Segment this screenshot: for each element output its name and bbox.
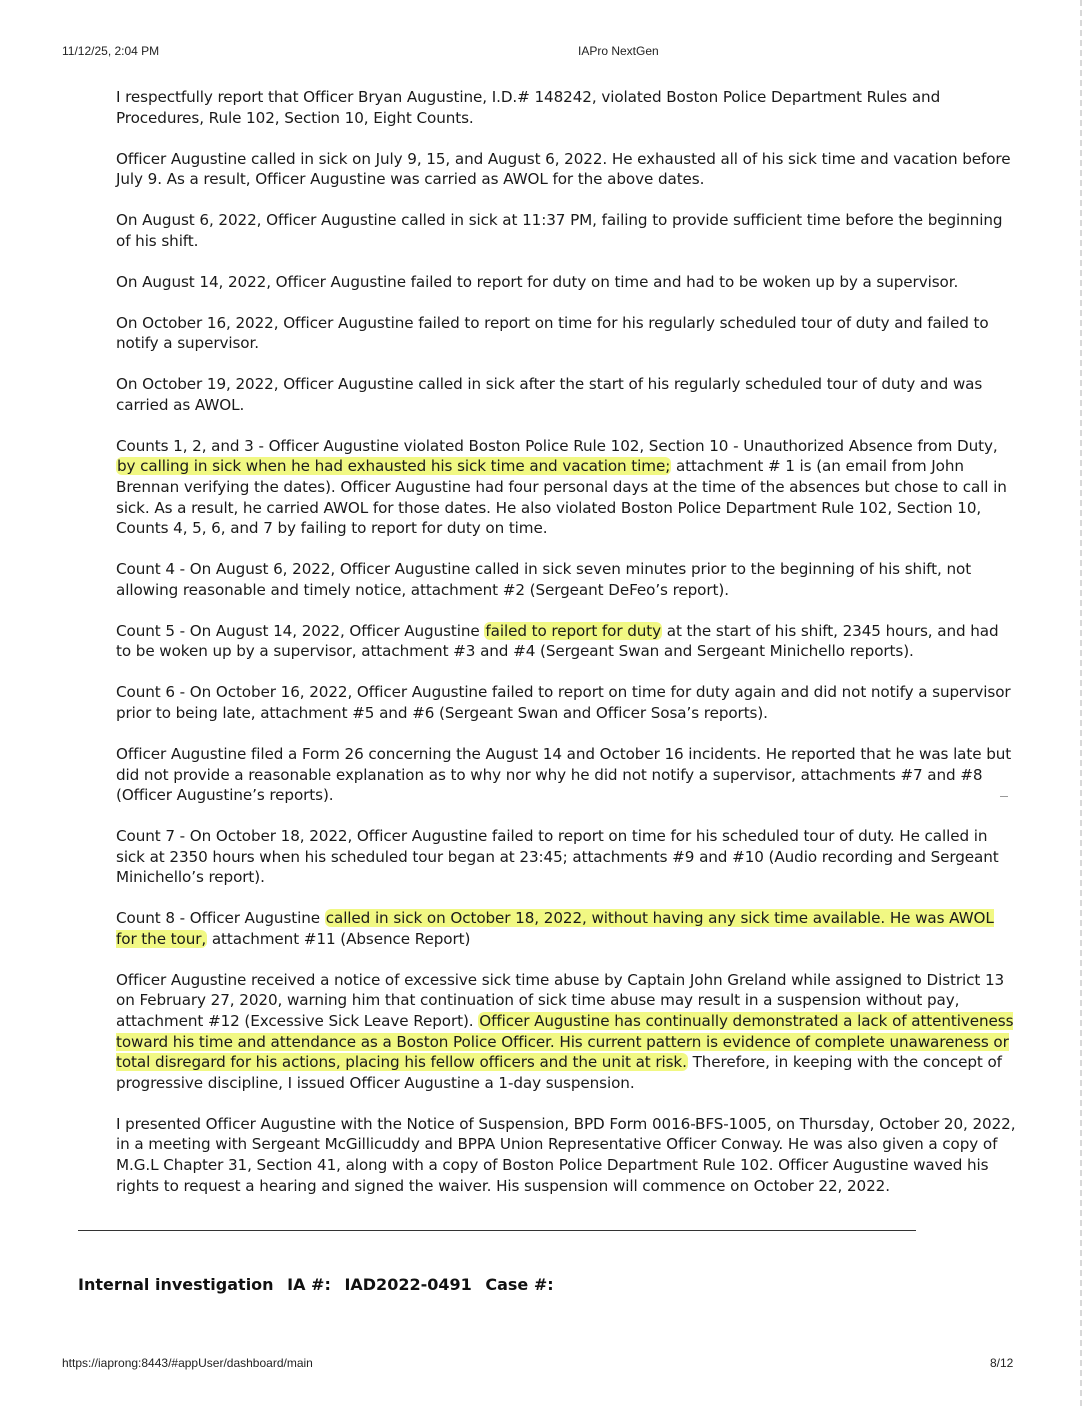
scan-edge-artifact (1080, 0, 1082, 1408)
report-paragraph: Officer Augustine called in sick on July 9, 15, and August 6, 2022. He exhausted all of his sick time and vacation before July 9. As a result, Officer Augustine was carried as AWOL for the above dates. (116, 149, 1011, 189)
section-divider (78, 1230, 916, 1231)
app-title: IAPro NextGen (578, 44, 659, 58)
count-4-paragraph: Count 4 - On August 6, 2022, Officer Augustine called in sick seven minutes prior to the beginning of his shift, not allowing reasonable and timely notice, attachment #2 (Sergeant DeFeo’s report). (116, 560, 972, 599)
print-datetime: 11/12/25, 2:04 PM (62, 44, 160, 58)
form-26-paragraph: Officer Augustine filed a Form 26 concerning the August 14 and October 16 incidents. He reported that he was late but did not provide a reasonable explanation as to why nor why he did not notify a supervisor, attachments #7 and #8 (Officer Augustine’s reports). (116, 744, 1012, 805)
highlighted-text: failed to report for duty (485, 621, 662, 640)
report-paragraph: On October 16, 2022, Officer Augustine failed to report on time for his regularly scheduled tour of duty and failed to notify a supervisor. (116, 313, 989, 353)
investigation-line (78, 1275, 562, 1294)
scan-mark-artifact (1000, 796, 1008, 797)
prior-notice-paragraph: Officer Augustine received a notice of excessive sick time abuse by Captain John Greland while assigned to District 13 on February 27, 2020, warning him that continuation of sick time abuse may result in a suspension without pay, attachment #12 (Excessive Sick Leave Report). Officer Augustine has continually demonstrated a lack of attentiveness toward his time and attendance as a Boston Police Officer. His current pattern is evidence of complete unawareness or total disregard for his actions, placing his fellow officers and the unit at risk. Therefore, in keeping with the concept of progressive discipline, I issued Officer Augustine a 1-day suspension. (116, 970, 1014, 1092)
report-paragraph: On August 6, 2022, Officer Augustine called in sick at 11:37 PM, failing to provide sufficient time before the beginning of his shift. (116, 211, 1003, 250)
count-6-paragraph: Count 6 - On October 16, 2022, Officer Augustine failed to report on time for duty again and did not notify a supervisor prior to being late, attachment #5 and #6 (Sergeant Swan and Officer Sosa’s reports). (116, 683, 1011, 722)
suspension-notice-paragraph: I presented Officer Augustine with the Notice of Suspension, BPD Form 0016-BFS-1005, on Thursday, October 20, 2022, in a meeting with Sergeant McGillicuddy and BPPA Union Representative Officer Conway. He was also given a copy of M.G.L Chapter 31, Section 41, along with a copy of Boston Police Department Rule 102. Officer Augustine waved his rights to request a hearing and signed the waiver. His suspension will commence on October 22, 2022. (116, 1114, 1016, 1195)
report-paragraph: On October 19, 2022, Officer Augustine called in sick after the start of his regularly scheduled tour of duty and was carried as AWOL. (116, 375, 983, 414)
ia-number: IAD2022-0491 (344, 1275, 472, 1294)
highlighted-text: Officer Augustine has continually demonstrated a lack of attentiveness toward his time and attendance as a Boston Police Officer. His current pattern is evidence of complete unawareness or total disregard for his actions, placing his fellow officers and the unit at risk. (116, 1012, 1014, 1072)
page-number: 8/12 (990, 1356, 1014, 1370)
count-8-paragraph: Count 8 - Officer Augustine called in sick on October 18, 2022, without having any sick time available. He was AWOL for the tour, attachment #11 (Absence Report) (116, 909, 994, 948)
case-number-label: Case #: (485, 1275, 554, 1294)
page-url: https://iaprong:8443/#appUser/dashboard/main (62, 1356, 313, 1370)
report-paragraph: I respectfully report that Officer Bryan Augustine, I.D.# 148242, violated Boston Police Department Rules and Procedures, Rule 102, Section 10, Eight Counts. (116, 88, 941, 127)
count-7-paragraph: Count 7 - On October 18, 2022, Officer Augustine failed to report on time for his scheduled tour of duty. He called in sick at 2350 hours when his scheduled tour began at 23:45; attachments #9 and #10 (Audio recording and Sergeant Minichello’s report). (116, 827, 999, 887)
report-body (116, 87, 1016, 1217)
investigation-label: Internal investigation (78, 1275, 274, 1294)
highlighted-text: called in sick on October 18, 2022, without having any sick time available. He was AWOL for the tour, (116, 909, 994, 948)
highlighted-text: by calling in sick when he had exhausted his sick time and vacation time; (117, 457, 671, 476)
ia-number-label: IA #: (287, 1275, 331, 1294)
counts-1-2-3-paragraph: Counts 1, 2, and 3 - Officer Augustine violated Boston Police Rule 102, Section 10 - Unauthorized Absence from Duty, by calling in sick when he had exhausted his sick time and vacation time; attachment # 1 is (an email from John Brennan verifying the dates). Officer Augustine had four personal days at the time of the absences but chose to call in sick. As a result, he carried AWOL for those dates. He also violated Boston Police Department Rule 102, Section 10, Counts 4, 5, 6, and 7 by failing to report for duty on time. (116, 436, 1007, 538)
report-paragraph: On August 14, 2022, Officer Augustine failed to report for duty on time and had to be woken up by a supervisor. (116, 272, 959, 291)
count-5-paragraph: Count 5 - On August 14, 2022, Officer Augustine failed to report for duty at the start of his shift, 2345 hours, and had to be woken up by a supervisor, attachment #3 and #4 (Sergeant Swan and Sergeant Minichello reports). (116, 621, 999, 661)
